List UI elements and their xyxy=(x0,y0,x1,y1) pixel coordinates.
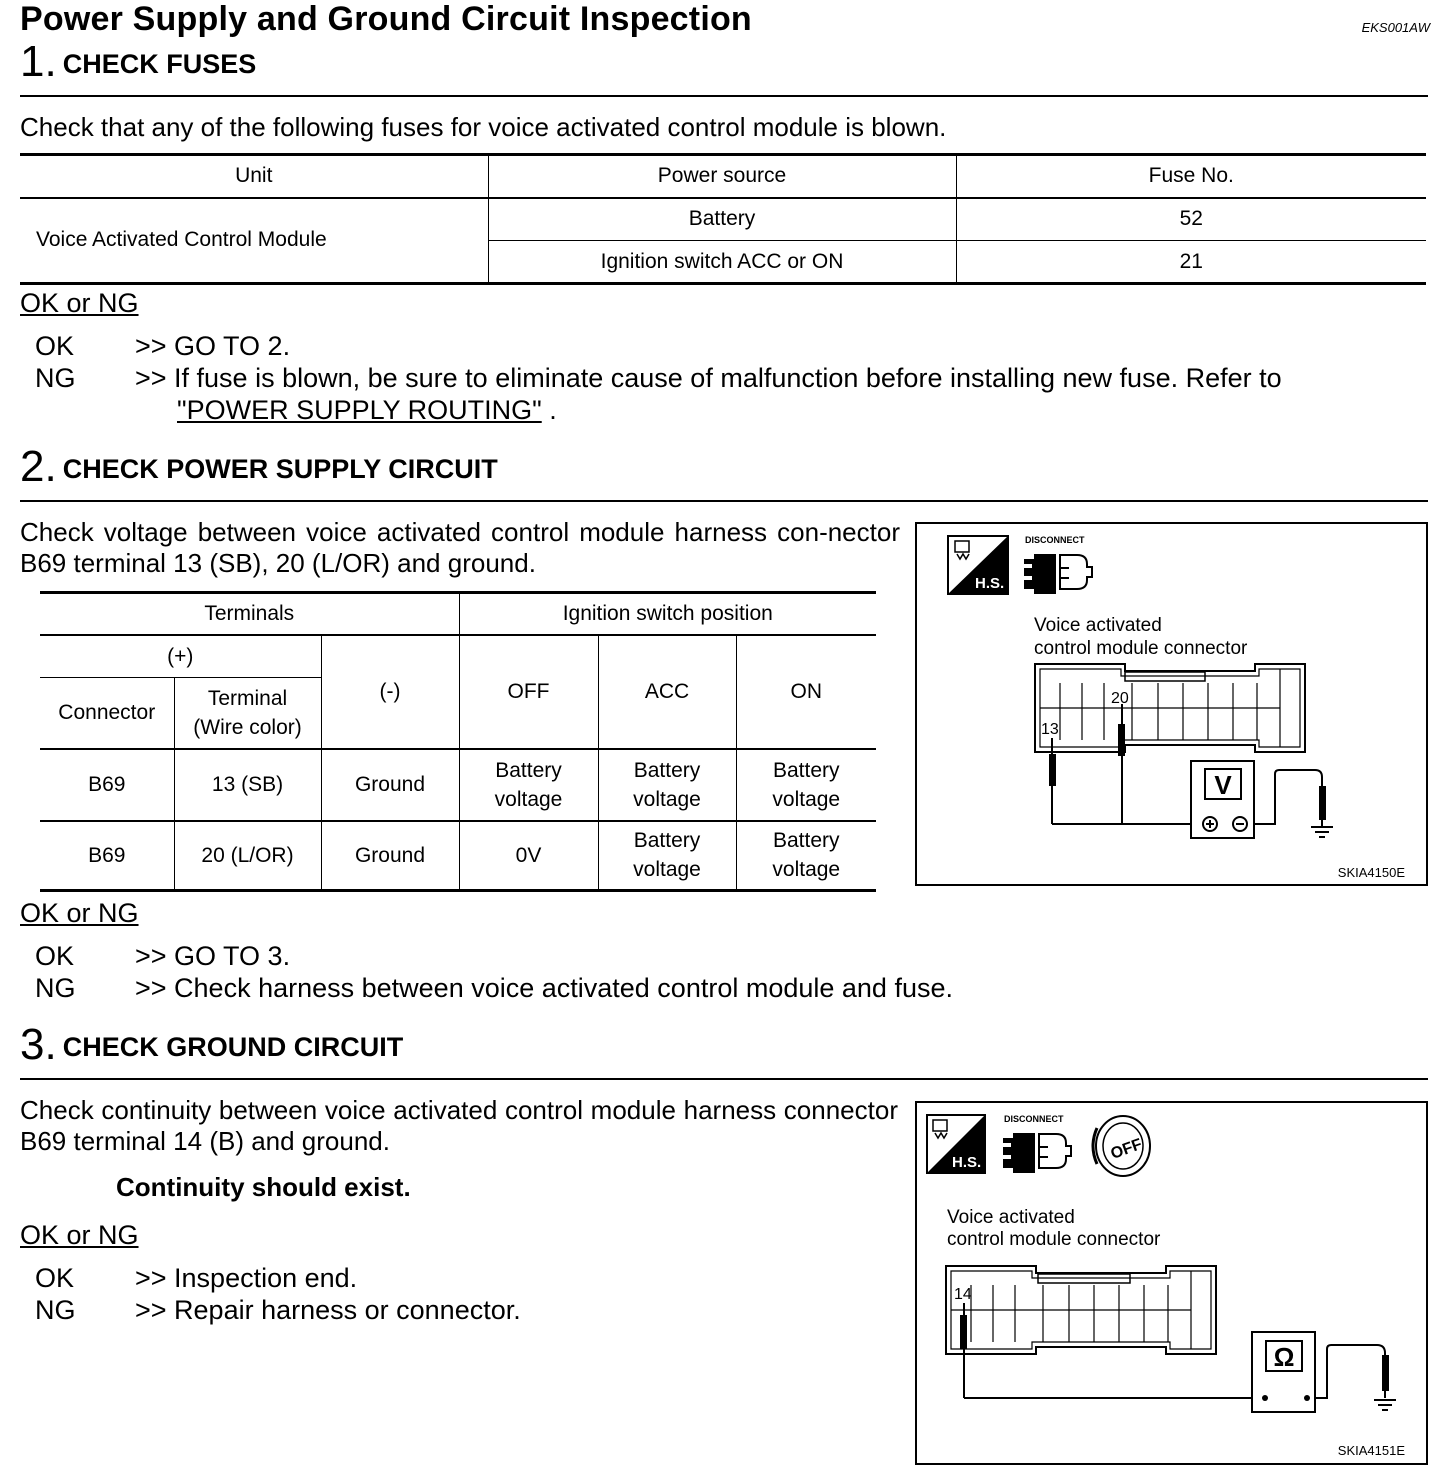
fuse-cell: 52 xyxy=(956,198,1426,241)
power-source-cell: Battery xyxy=(488,198,956,241)
terminals-header: Terminals xyxy=(204,602,295,626)
minus-header: (-) xyxy=(321,635,459,749)
connector-label-line1: Voice activated xyxy=(947,1207,1075,1228)
step-3-number: 3. xyxy=(20,1020,57,1069)
ok-key: OK xyxy=(35,1263,75,1293)
connector-cell: B69 xyxy=(88,843,126,867)
step-2-heading xyxy=(20,442,498,491)
ng-reference xyxy=(177,394,557,426)
step-1-heading xyxy=(20,37,257,86)
connector-label-line2: control module connector xyxy=(1034,638,1248,659)
pin-20-label: 20 xyxy=(1111,690,1129,707)
step-2-instruction: Check voltage between voice activated control module harness con-nector B69 terminal 13 (SB), 20 (L/OR) and ground. xyxy=(20,517,900,578)
connector-face xyxy=(946,1266,1216,1354)
step-1-number: 1. xyxy=(20,37,57,86)
connector-label-line2: control module connector xyxy=(947,1229,1161,1250)
ok-result xyxy=(35,940,290,972)
ng-tail: . xyxy=(549,395,557,425)
disconnect-icon xyxy=(1024,535,1092,594)
table-header: Power source xyxy=(488,155,956,198)
table-header-row xyxy=(40,593,876,635)
step-3-heading xyxy=(20,1020,404,1069)
hs-label: H.S. xyxy=(975,575,1005,592)
continuity-diagram xyxy=(917,1103,1426,1463)
ok-or-ng-label: OK or NG xyxy=(20,288,139,318)
ng-result xyxy=(35,1294,521,1326)
ok-text: >> Inspection end. xyxy=(135,1263,358,1293)
ng-key: NG xyxy=(35,1295,76,1325)
terminal-cell: 13 (SB) xyxy=(174,749,321,821)
ground-icon xyxy=(1311,827,1333,837)
connector-face xyxy=(1035,664,1305,752)
connector-label-line1: Voice activated xyxy=(1034,615,1162,636)
divider xyxy=(20,1078,1428,1080)
ok-or-ng-label: OK or NG xyxy=(20,898,139,928)
ohmmeter-icon xyxy=(1252,1332,1315,1412)
terminal-cell: 20 (L/OR) xyxy=(174,821,321,891)
connector-cell: B69 xyxy=(88,773,126,796)
ground-icon xyxy=(1374,1400,1396,1410)
ok-result xyxy=(35,330,290,362)
table-header-row xyxy=(40,635,876,678)
table-header: Fuse No. xyxy=(956,155,1426,198)
plus-header: (+) xyxy=(40,635,321,678)
table-header: Unit xyxy=(235,164,273,188)
unit-cell: Voice Activated Control Module xyxy=(36,228,327,252)
document-id: EKS001AW xyxy=(1361,20,1430,35)
power-source-cell: Ignition switch ACC or ON xyxy=(488,241,956,284)
on-cell: Battery voltage xyxy=(736,749,876,821)
divider xyxy=(20,500,1428,502)
ng-text: >> Check harness between voice activated control module and fuse. xyxy=(135,973,953,1003)
off-label: OFF xyxy=(1108,1135,1145,1163)
minus-cell: Ground xyxy=(321,821,459,891)
page-title: Power Supply and Ground Circuit Inspection xyxy=(20,0,752,38)
harness-service-icon xyxy=(927,1115,985,1173)
ok-key: OK xyxy=(35,941,75,971)
fuse-table xyxy=(20,153,1426,285)
disconnect-icon xyxy=(1003,1114,1071,1173)
acc-cell: Battery voltage xyxy=(598,821,736,891)
off-cell: 0V xyxy=(459,821,598,891)
acc-cell: Battery voltage xyxy=(598,749,736,821)
disconnect-label: DISCONNECT xyxy=(1004,1114,1064,1124)
figure-code: SKIA4151E xyxy=(1337,1443,1405,1458)
on-cell: Battery voltage xyxy=(736,821,876,891)
step-1-instruction: Check that any of the following fuses for voice activated control module is blown. xyxy=(20,112,947,142)
ng-text: >> If fuse is blown, be sure to eliminate cause of malfunction before installing new fuse. Refer to xyxy=(135,363,1282,393)
harness-service-icon xyxy=(948,536,1008,594)
figure-code: SKIA4150E xyxy=(1337,865,1405,880)
step-3-title: CHECK GROUND CIRCUIT xyxy=(62,1032,404,1062)
connector-header: Connector xyxy=(58,701,156,725)
terminal-header: Terminal (Wire color) xyxy=(174,678,321,749)
ng-key: NG xyxy=(35,973,76,1003)
ignition-header: Ignition switch position xyxy=(459,593,876,635)
voltage-check-figure xyxy=(915,522,1428,886)
off-cell: Battery voltage xyxy=(459,749,598,821)
power-supply-routing-link[interactable]: "POWER SUPPLY ROUTING" xyxy=(177,395,542,425)
ok-or-ng-label: OK or NG xyxy=(20,1220,139,1250)
meter-symbol: Ω xyxy=(1273,1342,1295,1372)
minus-cell: Ground xyxy=(321,749,459,821)
disconnect-label: DISCONNECT xyxy=(1025,535,1085,545)
meter-symbol: V xyxy=(1214,770,1232,800)
voltage-diagram xyxy=(917,524,1426,884)
hs-label: H.S. xyxy=(952,1154,982,1171)
off-header: OFF xyxy=(459,635,598,749)
table-row xyxy=(20,198,1426,241)
table-row xyxy=(40,821,876,891)
ok-result xyxy=(35,1262,357,1294)
pin-13-label: 13 xyxy=(1041,721,1059,738)
ng-result xyxy=(35,362,1282,394)
step-3-instruction: Check continuity between voice activated control module harness connector B69 terminal 14 (B) and ground. xyxy=(20,1095,898,1156)
step-2-title: CHECK POWER SUPPLY CIRCUIT xyxy=(62,454,498,484)
ok-text: >> GO TO 3. xyxy=(135,941,291,971)
ok-text: >> GO TO 2. xyxy=(135,331,291,361)
ng-key: NG xyxy=(35,363,76,393)
ng-text: >> Repair harness or connector. xyxy=(135,1295,521,1325)
table-header-row xyxy=(20,155,1426,198)
fuse-cell: 21 xyxy=(956,241,1426,284)
on-header: ON xyxy=(736,635,876,749)
voltage-table xyxy=(40,591,876,892)
divider xyxy=(20,95,1428,97)
ng-result xyxy=(35,972,953,1004)
acc-header: ACC xyxy=(598,635,736,749)
pin-14-label: 14 xyxy=(954,1286,972,1303)
ignition-off-icon xyxy=(1093,1116,1150,1176)
step-1-title: CHECK FUSES xyxy=(62,49,257,79)
table-row xyxy=(40,749,876,821)
continuity-spec: Continuity should exist. xyxy=(116,1172,411,1202)
step-2-number: 2. xyxy=(20,442,57,491)
voltmeter-icon xyxy=(1191,761,1254,838)
ok-key: OK xyxy=(35,331,75,361)
continuity-check-figure xyxy=(915,1101,1428,1465)
